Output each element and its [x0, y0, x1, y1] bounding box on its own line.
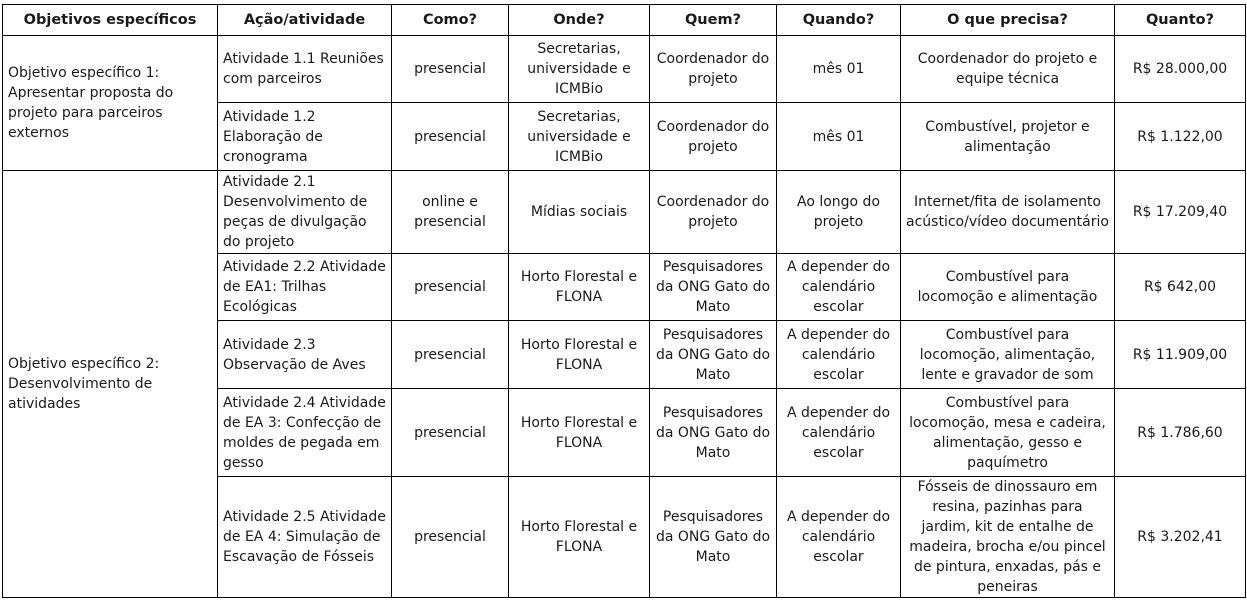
- como-cell: presencial: [392, 254, 509, 321]
- precisa-cell: Combustível para locomoção, mesa e cadeira, alimentação, gesso e paquímetro: [901, 389, 1115, 477]
- quando-cell: mês 01: [777, 36, 901, 103]
- precisa-cell: Coordenador do projeto e equipe técnica: [901, 36, 1115, 103]
- header-quando: Quando?: [777, 5, 901, 36]
- como-cell: presencial: [392, 36, 509, 103]
- quem-cell: Pesquisadores da ONG Gato do Mato: [650, 254, 777, 321]
- activity-cell: Atividade 2.3 Observação de Aves: [218, 321, 392, 389]
- como-cell: presencial: [392, 321, 509, 389]
- precisa-cell: Combustível para locomoção, alimentação, lente e gravador de som: [901, 321, 1115, 389]
- activity-cell: Atividade 2.4 Atividade de EA 3: Confecção de moldes de pegada em gesso: [218, 389, 392, 477]
- header-quem: Quem?: [650, 5, 777, 36]
- onde-cell: Horto Florestal e FLONA: [509, 477, 650, 598]
- quem-cell: Coordenador do projeto: [650, 171, 777, 254]
- header-quanto: Quanto?: [1115, 5, 1246, 36]
- precisa-cell: Internet/fita de isolamento acústico/vídeo documentário: [901, 171, 1115, 254]
- precisa-cell: Fósseis de dinossauro em resina, pazinhas para jardim, kit de entalhe de madeira, brocha e/ou pincel de pintura, enxadas, pás e peneiras: [901, 477, 1115, 598]
- quanto-cell: R$ 1.786,60: [1115, 389, 1246, 477]
- header-precisa: O que precisa?: [901, 5, 1115, 36]
- quem-cell: Coordenador do projeto: [650, 103, 777, 171]
- header-objetivos: Objetivos específicos: [3, 5, 218, 36]
- quanto-cell: R$ 642,00: [1115, 254, 1246, 321]
- table-row: [3, 36, 1246, 103]
- como-cell: online e presencial: [392, 171, 509, 254]
- como-cell: presencial: [392, 103, 509, 171]
- onde-cell: Horto Florestal e FLONA: [509, 389, 650, 477]
- como-cell: presencial: [392, 389, 509, 477]
- quanto-cell: R$ 28.000,00: [1115, 36, 1246, 103]
- quando-cell: A depender do calendário escolar: [777, 389, 901, 477]
- quando-cell: Ao longo do projeto: [777, 171, 901, 254]
- action-plan-table: [2, 4, 1246, 598]
- header-como: Como?: [392, 5, 509, 36]
- quem-cell: Coordenador do projeto: [650, 36, 777, 103]
- precisa-cell: Combustível, projetor e alimentação: [901, 103, 1115, 171]
- quanto-cell: R$ 17.209,40: [1115, 171, 1246, 254]
- onde-cell: Horto Florestal e FLONA: [509, 321, 650, 389]
- quanto-cell: R$ 3.202,41: [1115, 477, 1246, 598]
- quando-cell: A depender do calendário escolar: [777, 321, 901, 389]
- activity-cell: Atividade 2.1 Desenvolvimento de peças de divulgação do projeto: [218, 171, 392, 254]
- objective-cell: Objetivo específico 1: Apresentar proposta do projeto para parceiros externos: [3, 36, 218, 171]
- header-onde: Onde?: [509, 5, 650, 36]
- quem-cell: Pesquisadores da ONG Gato do Mato: [650, 321, 777, 389]
- activity-cell: Atividade 2.2 Atividade de EA1: Trilhas Ecológicas: [218, 254, 392, 321]
- onde-cell: Horto Florestal e FLONA: [509, 254, 650, 321]
- quanto-cell: R$ 11.909,00: [1115, 321, 1246, 389]
- objective-cell: Objetivo específico 2: Desenvolvimento de atividades: [3, 171, 218, 598]
- quando-cell: mês 01: [777, 103, 901, 171]
- como-cell: presencial: [392, 477, 509, 598]
- onde-cell: Mídias sociais: [509, 171, 650, 254]
- activity-cell: Atividade 1.1 Reuniões com parceiros: [218, 36, 392, 103]
- table-row: [3, 171, 1246, 254]
- quando-cell: A depender do calendário escolar: [777, 477, 901, 598]
- quem-cell: Pesquisadores da ONG Gato do Mato: [650, 389, 777, 477]
- quanto-cell: R$ 1.122,00: [1115, 103, 1246, 171]
- quando-cell: A depender do calendário escolar: [777, 254, 901, 321]
- activity-cell: Atividade 2.5 Atividade de EA 4: Simulação de Escavação de Fósseis: [218, 477, 392, 598]
- precisa-cell: Combustível para locomoção e alimentação: [901, 254, 1115, 321]
- header-row: [3, 5, 1246, 36]
- onde-cell: Secretarias, universidade e ICMBio: [509, 36, 650, 103]
- activity-cell: Atividade 1.2 Elaboração de cronograma: [218, 103, 392, 171]
- onde-cell: Secretarias, universidade e ICMBio: [509, 103, 650, 171]
- header-acao: Ação/atividade: [218, 5, 392, 36]
- quem-cell: Pesquisadores da ONG Gato do Mato: [650, 477, 777, 598]
